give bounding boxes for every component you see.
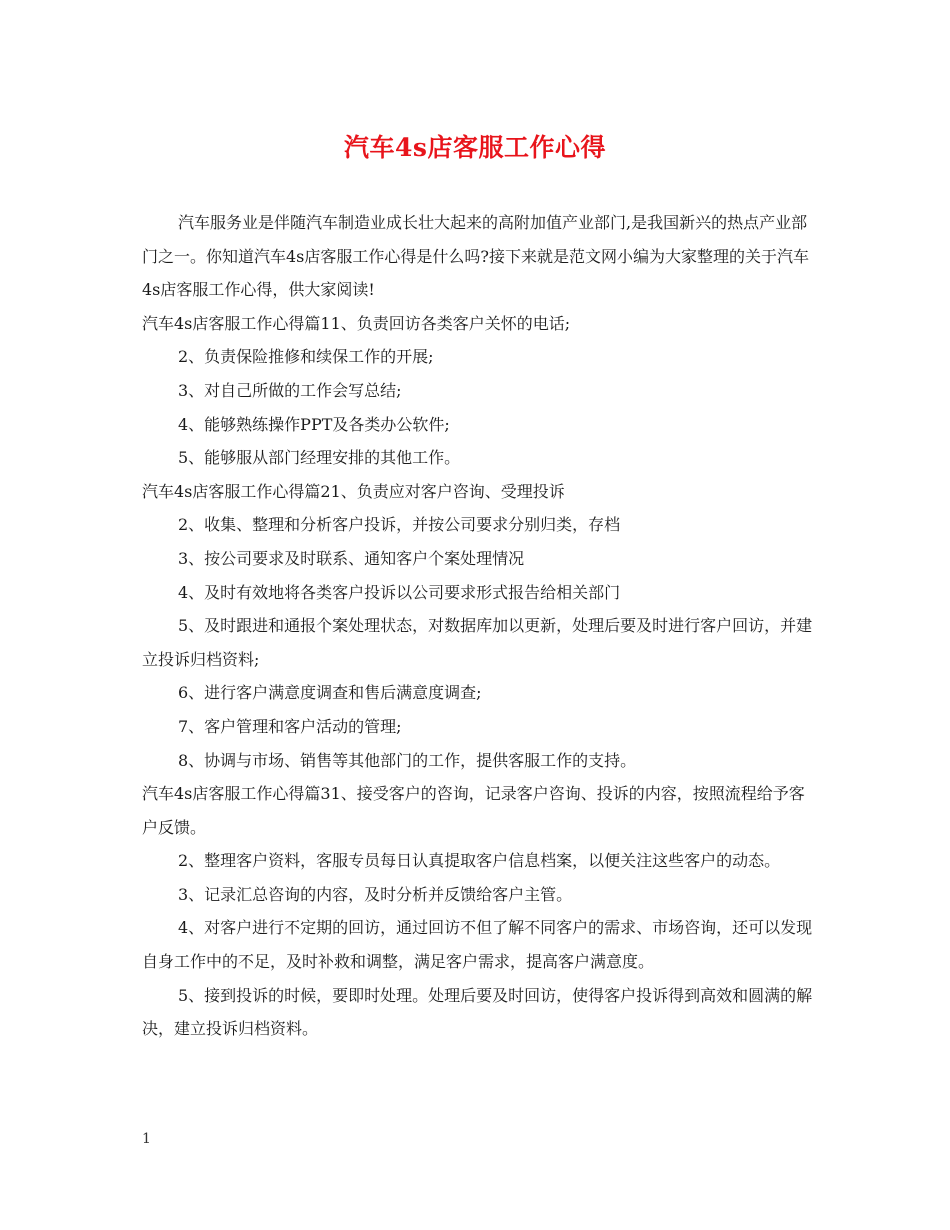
section-1-item-2: 2、负责保险推修和续保工作的开展; (178, 347, 434, 367)
document-body (142, 206, 814, 1046)
section-2-item-5: 5、及时跟进和通报个案处理状态，对数据库加以更新，处理后要及时进行客户回访，并建立投诉归档资料; (142, 616, 813, 669)
section-1-heading: 汽车4s店客服工作心得篇1 (142, 313, 331, 333)
section-2-item-3: 3、按公司要求及时联系、通知客户个案处理情况 (178, 548, 525, 568)
section-3-item-1: 1、接受客户的咨询，记录客户咨询、投诉的内容，按照流程给予客户反馈。 (142, 784, 805, 837)
section-2-item-2: 2、收集、整理和分析客户投诉，并按公司要求分别归类，存档 (178, 515, 621, 535)
section-3-item-5: 5、接到投诉的时候，要即时处理。处理后要及时回访，使得客户投诉得到高效和圆满的解决，建立投诉归档资料。 (142, 985, 813, 1039)
section-2-item-4: 4、及时有效地将各类客户投诉以公司要求形式报告给相关部门 (178, 582, 621, 602)
document-title: 汽车4s店客服工作心得 (344, 133, 606, 162)
page-number: 1 (142, 1131, 151, 1147)
section-1-heading-line (142, 307, 814, 341)
section-2-item-7: 7、客户管理和客户活动的管理; (178, 716, 402, 736)
section-2-item-1: 1、负责应对客户咨询、受理投诉 (330, 481, 565, 501)
section-3-heading-line (142, 777, 814, 844)
section-2-item-6: 6、进行客户满意度调查和售后满意度调查; (178, 683, 482, 703)
section-2-heading: 汽车4s店客服工作心得篇2 (142, 481, 331, 501)
section-1-item-5: 5、能够服从部门经理安排的其他工作。 (178, 448, 461, 468)
section-2-heading-line (142, 475, 814, 509)
section-1-item-1: 1、负责回访各类客户关怀的电话; (330, 313, 571, 333)
section-3-item-3: 3、记录汇总咨询的内容，及时分析并反馈给客户主管。 (178, 884, 573, 904)
section-3-item-2: 2、整理客户资料，客服专员每日认真提取客户信息档案，以便关注这些客户的动态。 (178, 851, 781, 871)
section-3-item-4: 4、对客户进行不定期的回访，通过回访不但了解不同客户的需求、市场咨询，还可以发现自身工作中的不足，及时补救和调整，满足客户需求，提高客户满意度。 (142, 918, 813, 972)
intro-paragraph: 汽车服务业是伴随汽车制造业成长壮大起来的高附加值产业部门,是我国新兴的热点产业部门之一。你知道汽车4s店客服工作心得是什么吗?接下来就是范文网小编为大家整理的关于汽车4s店客服工作心得，供大家阅读! (142, 213, 809, 300)
section-1-item-4: 4、能够熟练操作PPT及各类办公软件; (178, 414, 450, 434)
section-3-heading: 汽车4s店客服工作心得篇3 (142, 784, 331, 804)
section-2-item-8: 8、协调与市场、销售等其他部门的工作，提供客服工作的支持。 (178, 750, 637, 770)
section-1-item-3: 3、对自己所做的工作会写总结; (178, 380, 402, 400)
